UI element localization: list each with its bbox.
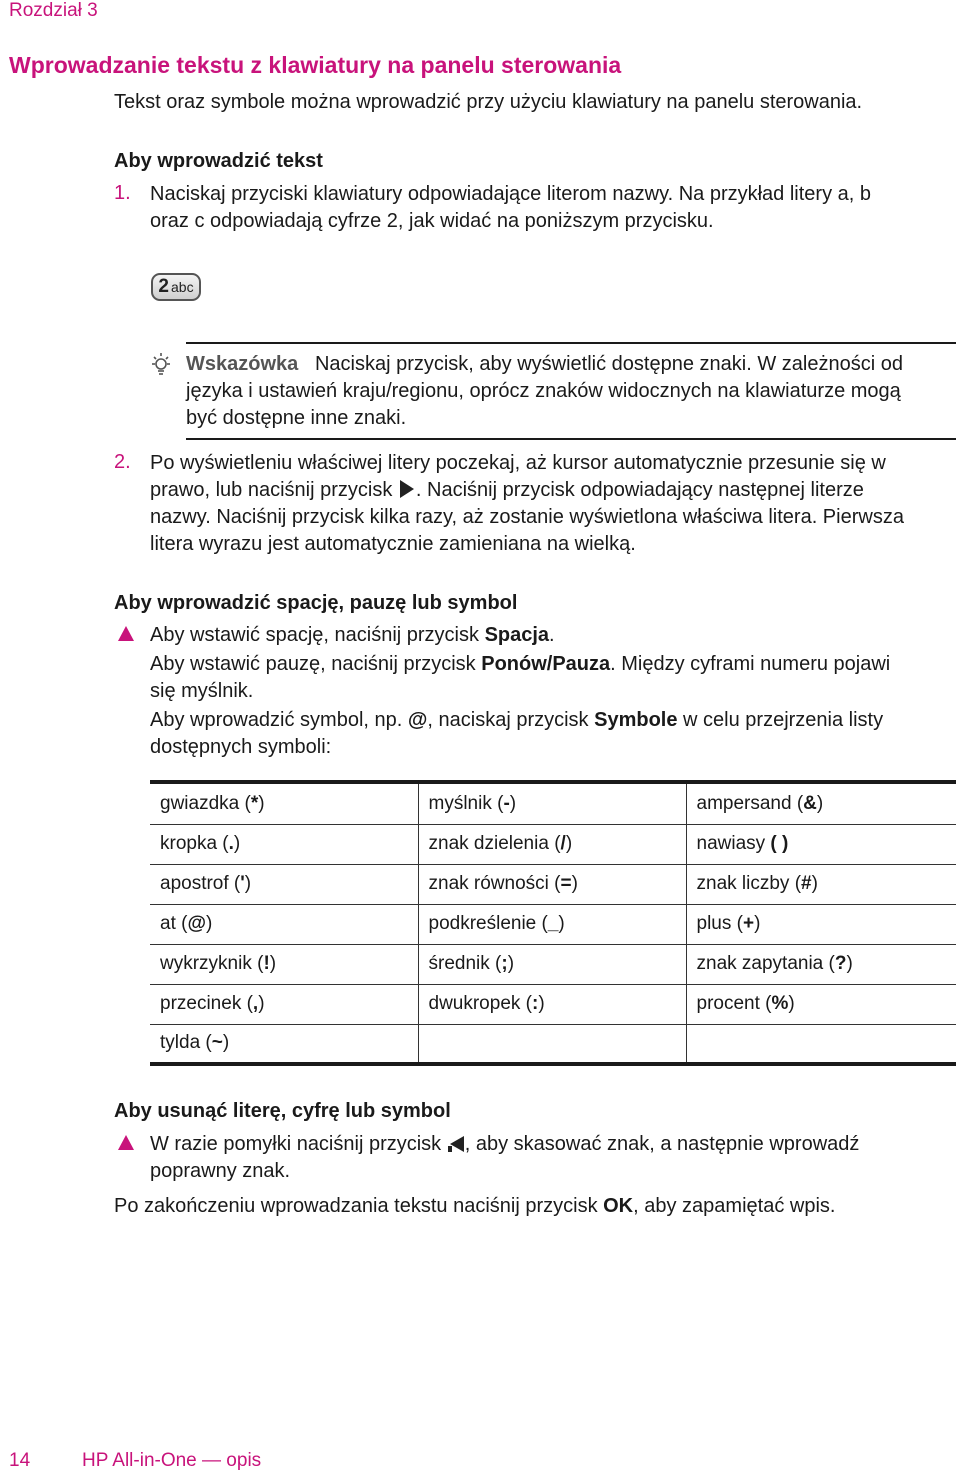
section-heading-enter-text: Aby wprowadzić tekst [114, 150, 323, 172]
space-key-label: Spacja [484, 624, 550, 646]
symbol-label: ) [222, 1032, 230, 1054]
step-number-2: 2. [114, 451, 131, 473]
symbol-glyph: / [560, 833, 566, 854]
symbol-glyph: . [228, 833, 234, 854]
symbol-glyph: * [250, 792, 259, 814]
table-cell [418, 984, 686, 1024]
symbol-label: myślnik ( [428, 792, 504, 814]
at-symbol: @ [407, 709, 428, 731]
symbol-label: ) [258, 792, 265, 814]
symbol-label: średnik ( [428, 953, 502, 974]
symbol-label: przecinek ( [160, 993, 253, 1014]
table-cell [150, 984, 418, 1024]
tip-line1 [186, 351, 903, 378]
symbol-label: at ( [160, 913, 188, 934]
chapter-label: Rozdział 3 [9, 0, 98, 21]
symbol-label: dwukropek ( [428, 993, 532, 1014]
symbol-label: ) [816, 792, 824, 814]
triangle-bullet-icon [118, 626, 134, 641]
table-cell [418, 904, 686, 944]
symbol-label: ) [811, 873, 818, 894]
symbol-label: ) [571, 873, 578, 894]
table-cell [150, 1024, 418, 1064]
symbol-text: Aby wprowadzić symbol, np. [150, 709, 408, 731]
delete-line2: poprawny znak. [150, 1160, 291, 1182]
symbol-label: ) [788, 993, 795, 1014]
symbol-glyph: @ [187, 913, 206, 934]
step2-line2 [150, 477, 864, 504]
symbol-glyph: # [801, 873, 812, 894]
symbol-label: ) [269, 953, 277, 974]
tip-text-1: Naciskaj przycisk, aby wyświetlić dostępne znaki. W zależności od [314, 353, 903, 375]
section-heading-symbols: Aby wprowadzić spację, pauzę lub symbol [114, 592, 518, 614]
final-instruction [114, 1193, 835, 1220]
symbol-glyph: - [503, 792, 510, 814]
intro-text: Tekst oraz symbole można wprowadzić przy użyciu klawiatury na panelu sterowania. [114, 91, 863, 113]
symbol-label: ) [846, 953, 853, 974]
symbol-glyph: ! [263, 953, 270, 974]
triangle-bullet-icon [118, 1135, 134, 1150]
symbol-glyph: _ [547, 913, 559, 934]
symbol-label: tylda ( [160, 1032, 212, 1054]
table-row [150, 782, 956, 824]
page-title: Wprowadzanie tekstu z klawiatury na panelu sterowania [9, 52, 622, 78]
table-cell [150, 944, 418, 984]
step2-line2a: prawo, lub naciśnij przycisk [150, 479, 393, 501]
tip-bottom-rule [186, 438, 956, 440]
tip-line3: być dostępne inne znaki. [186, 407, 407, 429]
step1-line1: Naciskaj przyciski klawiatury odpowiadające literom nazwy. Na przykład litery a, b [150, 183, 872, 205]
table-row [150, 864, 956, 904]
table-cell [418, 782, 686, 824]
arrow-right-icon [400, 480, 414, 498]
symbol-glyph: % [771, 993, 789, 1014]
symbols-table [150, 780, 956, 1066]
table-cell [150, 904, 418, 944]
table-row [150, 944, 956, 984]
page-number: 14 [9, 1450, 31, 1471]
lightbulb-icon [150, 352, 172, 378]
table-row [150, 984, 956, 1024]
table-cell [686, 864, 956, 904]
step2-line2b: . Naciśnij przycisk odpowiadający następnej literze [415, 479, 864, 501]
symbol-text-2: , naciskaj przycisk [427, 709, 595, 731]
table-cell [418, 864, 686, 904]
delete-text-2: , aby skasować znak, a następnie wprowadź [464, 1133, 860, 1155]
symbol-label: ) [565, 833, 573, 854]
table-cell [418, 1024, 686, 1064]
symbol-text-3: w celu przejrzenia listy [677, 709, 884, 731]
tip-label: Wskazówka [186, 353, 299, 375]
symbol-glyph: & [803, 792, 817, 814]
table-cell [418, 824, 686, 864]
symbol-label: gwiazdka ( [160, 792, 251, 814]
space-text: Aby wstawić spację, naciśnij przycisk [150, 624, 485, 646]
symbol-glyph: ? [834, 953, 847, 974]
symbol-label: ) [507, 953, 515, 974]
table-cell [418, 944, 686, 984]
delete-text: W razie pomyłki naciśnij przycisk [150, 1133, 447, 1155]
table-row [150, 1024, 956, 1064]
symbol-label: ) [509, 792, 517, 814]
table-cell [150, 782, 418, 824]
symbol-label: plus ( [696, 913, 743, 934]
symbol-instruction [150, 707, 883, 734]
symbol-label: apostrof ( [160, 873, 241, 894]
ok-key-label: OK [603, 1195, 634, 1217]
symbol-label: kropka ( [160, 833, 229, 854]
symbol-label: wykrzyknik ( [160, 953, 264, 974]
symbol-glyph: ' [240, 873, 245, 894]
table-cell [686, 944, 956, 984]
table-row [150, 904, 956, 944]
symbol-glyph: : [532, 993, 539, 1014]
symbols-key-label: Symbole [594, 709, 678, 731]
step2-line1: Po wyświetleniu właściwej litery poczekaj, aż kursor automatycznie przesunie się w [150, 452, 886, 474]
symbol-glyph: , [252, 993, 259, 1014]
section-heading-delete: Aby usunąć literę, cyfrę lub symbol [114, 1100, 451, 1122]
key-2-abc-icon [151, 273, 201, 301]
table-cell [686, 904, 956, 944]
symbol-label: ) [558, 913, 565, 934]
symbol-glyph: = [560, 873, 572, 894]
table-cell [686, 984, 956, 1024]
table-cell [686, 782, 956, 824]
symbol-label: znak liczby ( [696, 873, 802, 894]
table-cell [686, 1024, 956, 1064]
step-number-1: 1. [114, 182, 131, 204]
space-instruction [150, 622, 555, 649]
pause-line2: się myślnik. [150, 680, 254, 702]
symbol-label: procent ( [696, 993, 772, 1014]
pause-key-label: Ponów/Pauza [481, 653, 611, 675]
symbol-label: ) [244, 873, 252, 894]
step2-line4: litera wyrazu jest automatycznie zamieniana na wielką. [150, 533, 636, 555]
pause-text: Aby wstawić pauzę, naciśnij przycisk [150, 653, 482, 675]
symbol-glyph: ; [501, 953, 508, 974]
final-text: Po zakończeniu wprowadzania tekstu naciśnij przycisk [114, 1195, 604, 1217]
symbol-label: ) [258, 993, 265, 1014]
final-text-end: , aby zapamiętać wpis. [633, 1195, 836, 1217]
symbol-label: ) [205, 913, 213, 934]
table-row [150, 824, 956, 864]
pause-text-end: . Między cyframi numeru pojawi [610, 653, 891, 675]
key-letters: abc [171, 279, 194, 295]
table-cell [150, 864, 418, 904]
backspace-arrow-icon [447, 1135, 465, 1153]
tip-top-rule [186, 342, 956, 344]
symbol-label: podkreślenie ( [428, 913, 548, 934]
symbol-label: znak zapytania ( [696, 953, 835, 974]
step2-line3: nazwy. Naciśnij przycisk kilka razy, aż zostanie wyświetlona właściwa litera. Pierwsza [150, 506, 904, 528]
tip-line2: języka i ustawień kraju/regionu, oprócz znaków widocznych na klawiaturze mogą [186, 380, 901, 402]
symbol-label: ampersand ( [696, 792, 804, 814]
symbol-label: ) [233, 833, 241, 854]
symbol-line2: dostępnych symboli: [150, 736, 332, 758]
symbol-glyph: ~ [211, 1032, 223, 1054]
table-cell [686, 824, 956, 864]
symbol-label: ) [538, 993, 545, 1014]
symbol-label: ) [754, 913, 761, 934]
space-end: . [549, 624, 555, 646]
symbol-label: nawiasy [696, 833, 771, 854]
table-cell [150, 824, 418, 864]
symbol-glyph: ( ) [770, 833, 789, 854]
symbol-label: znak równości ( [428, 873, 561, 894]
pause-instruction [150, 651, 890, 678]
delete-instruction [150, 1131, 859, 1158]
step1-line2: oraz c odpowiadają cyfrze 2, jak widać na poniższym przycisku. [150, 210, 714, 232]
symbol-glyph: + [742, 913, 755, 934]
footer-title: HP All-in-One — opis [82, 1450, 262, 1471]
symbol-label: znak dzielenia ( [428, 833, 561, 854]
key-digit: 2 [158, 276, 169, 297]
